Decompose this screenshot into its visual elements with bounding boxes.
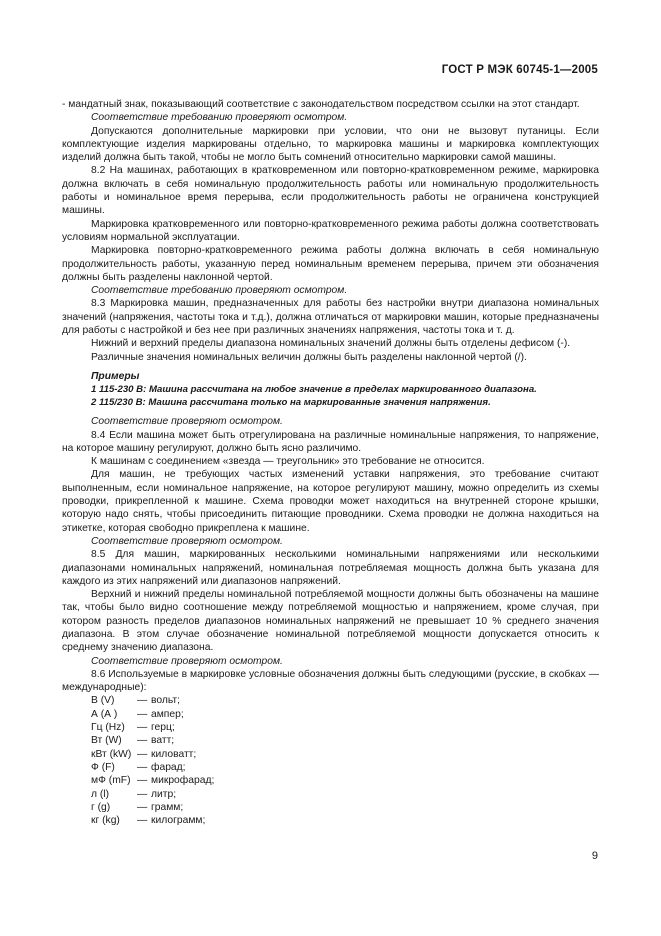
symbol-row	[91, 694, 599, 707]
symbol-abbreviation: Гц (Hz)	[91, 722, 125, 734]
symbol-dash: —	[137, 735, 148, 747]
document-header: ГОСТ Р МЭК 60745-1—2005	[441, 64, 598, 76]
symbol-dash: —	[137, 695, 148, 707]
paragraph: Допускаются дополнительные маркировки при условии, что они не вызовут путаницы. Если комплектующие изделия маркированы отдельно, то маркировка машины и маркировка комплектующих изделий должна быть такой, чтобы не могло быть сомнений относительно маркировки самой машины.	[62, 125, 599, 164]
symbol-abbreviation: кг (kg)	[91, 815, 120, 827]
symbol-abbreviation: Вт (W)	[91, 735, 122, 747]
symbol-row	[91, 734, 599, 747]
example-item: 1 115-230 В: Машина рассчитана на любое значение в пределах маркированного диапазона.	[91, 384, 537, 396]
symbol-dash: —	[137, 815, 148, 827]
symbol-dash: —	[137, 788, 148, 800]
symbol-name: ампер;	[151, 708, 184, 720]
symbol-dash: —	[137, 801, 148, 813]
symbol-row	[91, 761, 599, 774]
paragraph: 8.5 Для машин, маркированных несколькими номинальными напряжениями или несколькими диапазонами номинальных напряжений, номинальная потребляемая мощность должна быть указана для каждого из этих напряжений или диапазонов напряжений.	[62, 549, 599, 587]
symbol-row	[91, 788, 599, 801]
symbol-name: фарад;	[151, 761, 186, 773]
paragraph: Нижний и верхний пределы диапазона номинальных значений должны быть отделены дефисом (-).	[91, 338, 571, 350]
example-item: 2 115/230 В: Машина рассчитана только на маркированные значения напряжения.	[91, 397, 491, 409]
symbols-list	[62, 694, 599, 827]
symbol-name: ватт;	[151, 735, 175, 747]
paragraph: Маркировка повторно-кратковременного режима работы должна включать в себя номинальную продолжительность работы, указанную перед номинальным временем перерыва, причем эти обозначения должны быть разделены наклонной чертой.	[62, 245, 599, 283]
paragraph: К машинам с соединением «звезда — треугольник» это требование не относится.	[91, 456, 485, 468]
symbol-name: литр;	[151, 788, 177, 800]
symbol-dash: —	[137, 775, 148, 787]
symbol-abbreviation: г (g)	[91, 801, 111, 813]
paragraph: 8.3 Маркировка машин, предназначенных для работы без настройки внутри диапазона номинальных значений (напряжения, частоты тока и т.д.), должна отличаться от маркировки машин, которые предназначены для работы с настройкой и без нее при различных значениях напряжения, частоты тока и т. д.	[62, 298, 599, 337]
bottom-paragraphs	[62, 415, 599, 694]
symbol-row	[91, 801, 599, 814]
paragraph: 8.4 Если машина может быть отрегулирована на различные номинальные напряжения, то напряжение, на которое машину регулируют, должно быть ясно различимо.	[62, 429, 599, 454]
paragraph: Для машин, не требующих частых изменений уставки напряжения, это требование считают выполненным, если номинальное напряжение, на которое регулируют машину, можно определить из схемы проводки, прикрепленной к машине. Схема проводки может находиться на внутренней стороне крышки, которую надо снять, чтобы присоединить питающие проводники. Схема проводки не должна находиться на этикетке, которая свободно прикреплена к машине.	[62, 469, 599, 534]
examples-block	[62, 370, 599, 409]
symbol-name: грамм;	[151, 801, 184, 813]
page-number: 9	[591, 850, 598, 862]
symbol-name: киловатт;	[151, 748, 197, 760]
symbol-row	[91, 708, 599, 721]
verification-note: Соответствие проверяют осмотром.	[91, 535, 283, 547]
verification-note: Соответствие требованию проверяют осмотром.	[91, 112, 348, 124]
symbol-dash: —	[137, 748, 148, 760]
symbol-row	[91, 774, 599, 787]
symbol-name: вольт;	[151, 695, 180, 707]
paragraph: 8.6 Используемые в маркировке условные обозначения должны быть следующими (русские, в скобках — международные):	[62, 668, 599, 694]
symbol-abbreviation: кВт (kW)	[91, 748, 132, 760]
document-body	[62, 98, 599, 827]
symbol-row	[91, 814, 599, 827]
paragraph: Верхний и нижний пределы номинальной потребляемой мощности должны быть обозначены на машине так, чтобы было видно соотношение между потребляемой мощностью и напряжением, кроме случая, при котором разность пределов диапазонов номинальных напряжений не превышает 10 % среднего значения диапазона. В этом случае обозначение номинальной потребляемой мощности допускается относить к среднему значению диапазона.	[62, 589, 599, 654]
symbol-name: микрофарад;	[151, 775, 215, 787]
symbol-row	[91, 748, 599, 761]
symbol-abbreviation: л (l)	[91, 788, 110, 800]
symbol-dash: —	[137, 708, 148, 720]
examples-title: Примеры	[91, 370, 140, 382]
paragraph: - мандатный знак, показывающий соответствие с законодательством посредством ссылки на этот стандарт.	[62, 99, 580, 110]
symbol-abbreviation: Ф (F)	[91, 761, 115, 773]
symbol-name: герц;	[151, 722, 175, 734]
verification-note: Соответствие проверяют осмотром.	[91, 416, 283, 428]
paragraph: Маркировка кратковременного или повторно-кратковременного режима работы должна соответствовать условиям нормальной эксплуатации.	[62, 218, 599, 243]
paragraph: 8.2 На машинах, работающих в кратковременном или повторно-кратковременном режиме, маркировка должна включать в себя номинальную продолжительность работы или номинальную продолжительность работы и номинальное время перерыва, если продолжительность работы не ограничена конструкцией машины.	[62, 165, 599, 217]
symbol-name: килограмм;	[151, 815, 206, 827]
symbol-dash: —	[137, 722, 148, 734]
symbol-abbreviation: мФ (mF)	[91, 775, 131, 787]
symbol-abbreviation: А (А )	[91, 708, 118, 720]
symbol-dash: —	[137, 761, 148, 773]
paragraph: Различные значения номинальных величин должны быть разделены наклонной чертой (/).	[91, 351, 527, 363]
verification-note: Соответствие проверяют осмотром.	[91, 655, 283, 667]
top-paragraphs	[62, 98, 599, 364]
symbol-row	[91, 721, 599, 734]
verification-note: Соответствие требованию проверяют осмотром.	[91, 285, 348, 297]
symbol-abbreviation: В (V)	[91, 695, 115, 707]
